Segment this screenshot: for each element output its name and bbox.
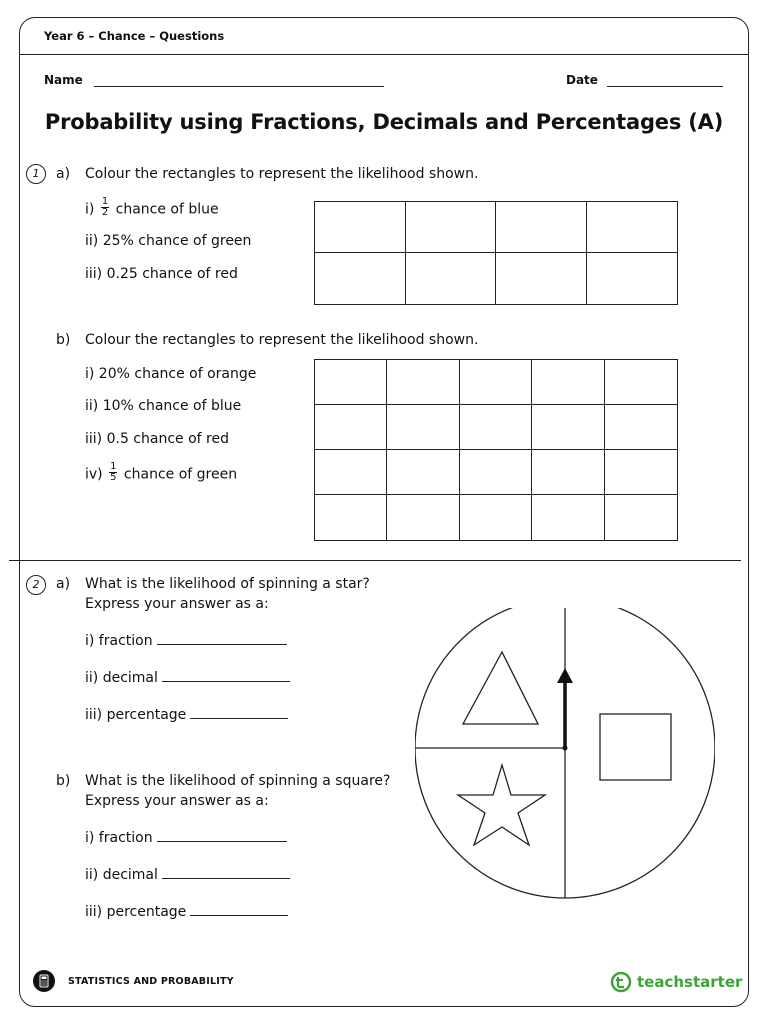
answer-input[interactable] [157,633,287,645]
grid-cell[interactable] [406,253,497,304]
grid-cell[interactable] [605,360,677,405]
q2b-answer-fraction: i) fraction [85,830,287,846]
brand-logo[interactable] [610,971,742,993]
q1b-colour-grid [314,359,678,541]
answer-input[interactable] [162,867,290,879]
grid-cell[interactable] [315,495,387,540]
section-divider [9,560,741,561]
q2a-answer-percentage: iii) percentage [85,707,288,723]
teachstarter-logo-icon [610,971,632,993]
calculator-icon [33,970,55,992]
q2-part-b-letter: b) [56,773,71,789]
answer-input[interactable] [157,830,287,842]
q1b-item-1: i) 20% chance of orange [85,366,257,382]
fraction: $\frac{1}{5}$ [110,461,117,483]
q2-part-a-letter: a) [56,576,71,592]
header-divider [20,54,748,55]
grid-cell[interactable] [315,450,387,495]
q2b-answer-decimal: ii) decimal [85,867,290,883]
grid-cell[interactable] [315,253,406,304]
grid-cell[interactable] [387,360,459,405]
spinner [415,608,715,908]
date-field[interactable] [607,86,723,87]
q1b-instruction: Colour the rectangles to represent the likelihood shown. [85,332,479,348]
document-header: Year 6 – Chance – Questions [44,29,225,43]
grid-cell[interactable] [460,405,532,450]
grid-cell[interactable] [587,202,678,253]
grid-cell[interactable] [532,495,604,540]
grid-cell[interactable] [406,202,497,253]
grid-cell[interactable] [315,360,387,405]
q1b-item-3: iii) 0.5 chance of red [85,431,229,447]
worksheet [19,17,749,1007]
grid-cell[interactable] [460,495,532,540]
grid-cell[interactable] [496,202,587,253]
grid-cell[interactable] [387,405,459,450]
q1a-item-3: iii) 0.25 chance of red [85,266,238,282]
grid-cell[interactable] [460,360,532,405]
answer-input[interactable] [190,904,288,916]
q2a-answer-fraction: i) fraction [85,633,287,649]
q2b-express: Express your answer as a: [85,793,269,809]
page-title: Probability using Fractions, Decimals and Percentages (A) [44,110,724,134]
q1a-colour-grid [314,201,678,305]
q1a-instruction: Colour the rectangles to represent the likelihood shown. [85,166,479,182]
q1a-item-1: i) $\frac{1}{2}$ chance of blue [85,196,219,218]
grid-cell[interactable] [460,450,532,495]
q1-part-a-letter: a) [56,166,71,182]
grid-cell[interactable] [315,202,406,253]
grid-cell[interactable] [605,405,677,450]
question-2-number: 2 [26,575,46,595]
q1a-item-2: ii) 25% chance of green [85,233,252,249]
q1b-item-2: ii) 10% chance of blue [85,398,242,414]
grid-cell[interactable] [587,253,678,304]
q2b-answer-percentage: iii) percentage [85,904,288,920]
q2b-question: What is the likelihood of spinning a square? [85,773,391,789]
q2a-express: Express your answer as a: [85,596,269,612]
grid-cell[interactable] [605,450,677,495]
name-field[interactable] [94,86,384,87]
date-label: Date [566,73,598,87]
question-1-number: 1 [26,164,46,184]
grid-cell[interactable] [605,495,677,540]
name-label: Name [44,73,83,87]
answer-input[interactable] [162,670,290,682]
q2a-question: What is the likelihood of spinning a star? [85,576,370,592]
grid-cell[interactable] [387,495,459,540]
q2a-answer-decimal: ii) decimal [85,670,290,686]
fraction: $\frac{1}{2}$ [101,196,109,218]
grid-cell[interactable] [532,360,604,405]
grid-cell[interactable] [387,450,459,495]
grid-cell[interactable] [532,405,604,450]
grid-cell[interactable] [532,450,604,495]
brand-name: teachstarter [637,973,743,991]
answer-input[interactable] [190,707,288,719]
footer-subject-label: STATISTICS AND PROBABILITY [68,976,234,987]
q1b-item-4: iv) $\frac{1}{5}$ chance of green [85,461,238,483]
grid-cell[interactable] [496,253,587,304]
grid-cell[interactable] [315,405,387,450]
q1-part-b-letter: b) [56,332,71,348]
